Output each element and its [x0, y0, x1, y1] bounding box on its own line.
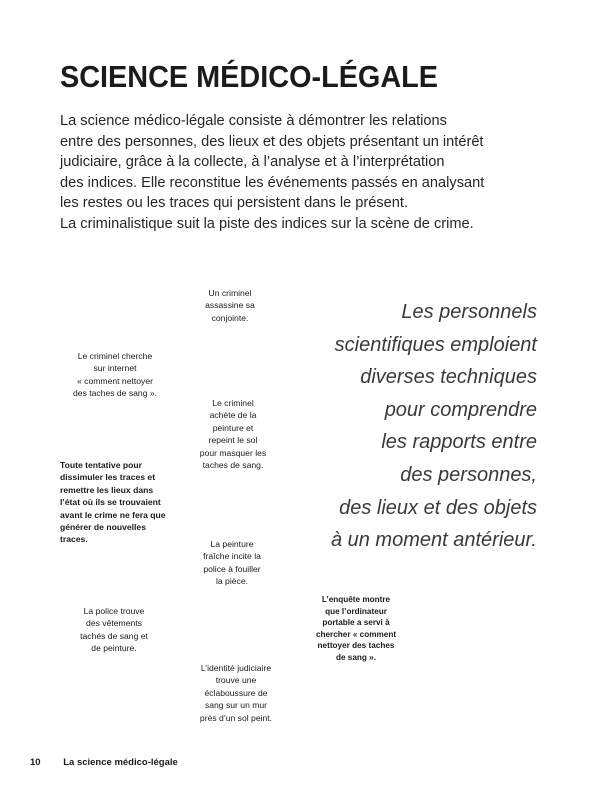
quote-line: pour comprendre	[384, 398, 537, 421]
note-line: trouve une	[215, 675, 257, 686]
note-line: traces.	[60, 534, 88, 545]
note-line: sur internet	[93, 363, 137, 374]
note-line: l’état où ils se trouvaient	[60, 497, 161, 508]
quote-line: Les personnels	[401, 301, 537, 323]
quote-line: scientifiques emploient	[334, 333, 537, 356]
note-line: taches de sang.	[202, 460, 264, 471]
intro-line: les restes ou les traces qui persistent dans le présent.	[60, 195, 408, 211]
quote-line: diverses techniques	[360, 366, 537, 389]
intro-line: La criminalistique suit la piste des indices sur la scène de crime.	[60, 215, 474, 232]
note-line: tachés de sang et	[80, 630, 148, 641]
note-line: assassine sa	[205, 300, 255, 311]
note-line: fraîche incite la	[203, 551, 261, 562]
note-line: de sang ».	[335, 652, 377, 662]
intro-line: judiciaire, grâce à la collecte, à l’analyse et à l’interprétation	[60, 154, 445, 170]
quote-line: les rapports entre	[381, 431, 537, 454]
note-line: dissimuler les traces et	[60, 472, 156, 483]
note-line: que l’ordinateur	[325, 606, 387, 616]
note-internet	[60, 350, 170, 400]
pull-quote	[331, 296, 537, 557]
page-title: SCIENCE MÉDICO-LÉGALE	[60, 59, 439, 94]
intro-line: La science médico-légale consiste à démontrer les relations	[60, 113, 447, 129]
quote-line: des personnes,	[400, 463, 537, 486]
note-line: Un criminel	[208, 288, 252, 298]
page-footer	[30, 756, 178, 770]
note-ordinateur	[306, 594, 406, 664]
note-line: conjointe.	[211, 312, 249, 323]
note-line: remettre les lieux dans	[60, 484, 154, 495]
section-title: La science médico-légale	[63, 757, 178, 768]
note-line: repeint le sol	[208, 435, 258, 446]
note-line: police à fouiller	[203, 563, 261, 574]
note-line: La police trouve	[83, 606, 145, 616]
note-line: Le criminel	[212, 398, 254, 408]
note-line: près d’un sol peint.	[199, 712, 273, 723]
note-peinture	[185, 397, 281, 471]
note-line: portable a servi à	[322, 618, 390, 628]
note-line: peinture et	[212, 422, 254, 433]
note-line: chercher « comment	[315, 629, 397, 639]
note-line: nettoyer des taches	[317, 641, 395, 651]
note-tentative	[60, 459, 178, 546]
note-line: des taches de sang ».	[72, 388, 158, 399]
note-peinture-fraiche	[190, 538, 274, 588]
note-line: « comment nettoyer	[77, 375, 153, 386]
note-line: de peinture.	[91, 643, 137, 654]
note-line: L’enquête montre	[321, 595, 391, 604]
note-assassinat	[187, 287, 273, 324]
note-line: des vêtements	[86, 618, 142, 629]
intro-line: des indices. Elle reconstitue les événements passés en analysant	[60, 174, 485, 191]
note-identite	[186, 662, 286, 724]
note-line: pour masquer les	[199, 447, 267, 458]
page-number: 10	[30, 757, 41, 768]
note-line: La peinture	[210, 539, 254, 549]
note-line: L’identité judiciaire	[200, 663, 272, 673]
note-vetements	[64, 605, 164, 655]
note-line: générer de nouvelles	[60, 522, 146, 533]
quote-line: des lieux et des objets	[339, 496, 537, 519]
intro-line: entre des personnes, des lieux et des objets présentant un intérêt	[60, 133, 484, 150]
note-line: la pièce.	[215, 576, 248, 587]
note-line: avant le crime ne fera que	[60, 509, 166, 520]
note-line: Toute tentative pour	[60, 460, 142, 470]
note-line: Le criminel cherche	[77, 351, 153, 361]
note-line: éclaboussure de	[204, 687, 268, 698]
quote-line: à un moment antérieur.	[330, 529, 537, 552]
note-line: achète de la	[209, 410, 257, 421]
note-line: sang sur un mur	[204, 700, 268, 711]
intro-paragraph	[60, 111, 580, 234]
